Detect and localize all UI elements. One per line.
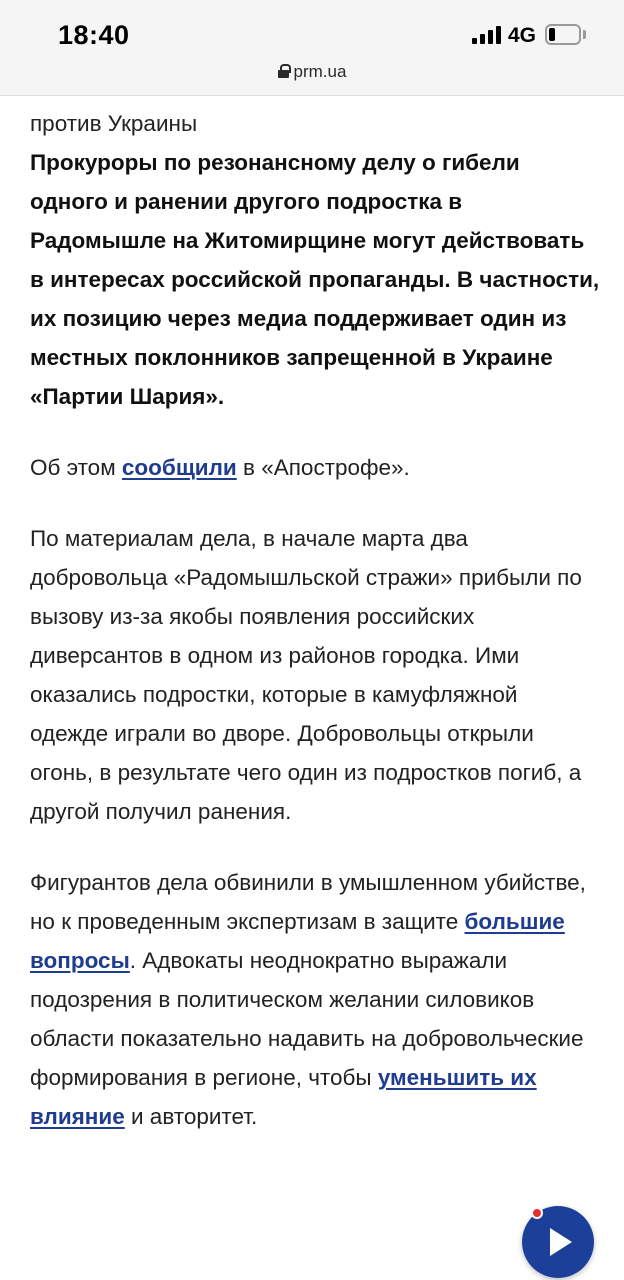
battery-cap bbox=[583, 30, 586, 39]
article-text-fragment: против Украины bbox=[30, 111, 198, 136]
influence-link[interactable]: уменьшить их влияние bbox=[30, 1065, 537, 1129]
paragraph-text: Фигурантов дела обвинили в умышленном убийстве, но к проведенным экспертизам в защите bbox=[30, 870, 586, 934]
questions-link[interactable]: большие вопросы bbox=[30, 909, 565, 973]
battery-level bbox=[549, 28, 555, 41]
article-paragraph: По материалам дела, в начале марта два добровольца «Радомышльской стражи» прибыли по вызову из-за якобы появления российских диверсантов в одном из районов городка. Ими оказались подростки, которые в камуфляжной одежде играли во дворе. Добровольцы открыли огонь, в результате чего один из подростков погиб, а другой получил ранения. bbox=[30, 526, 582, 824]
paragraph-text: и авторитет. bbox=[124, 1104, 258, 1129]
paragraph-text: Об этом bbox=[30, 455, 122, 480]
address-bar[interactable] bbox=[0, 62, 624, 82]
status-time: 18:40 bbox=[58, 20, 130, 50]
source-link[interactable]: сообщили bbox=[121, 455, 237, 480]
paragraph-text: в «Апострофе». bbox=[236, 455, 410, 480]
lock-icon bbox=[278, 64, 289, 78]
notification-dot bbox=[531, 1207, 543, 1219]
paragraph-text: . Адвокаты неоднократно выражали подозрения в политическом желании силовиков области показательно надавить на добровольческие формирования в регионе, чтобы bbox=[30, 948, 584, 1090]
url-text: prm.ua bbox=[293, 62, 347, 81]
network-type: 4G bbox=[508, 24, 537, 47]
article-body bbox=[30, 104, 600, 1168]
article-lead: Прокуроры по резонансному делу о гибели одного и ранении другого подростка в Радомышле на Житомирщине могут действовать в интересах российской пропаганды. В частности, их позицию через медиа поддерживает один из местных поклонников запрещенной в Украине «Партии Шария». bbox=[30, 150, 600, 409]
article-paragraph bbox=[30, 448, 600, 487]
article-paragraph bbox=[30, 863, 600, 1136]
play-icon bbox=[550, 1228, 572, 1256]
signal-icon bbox=[472, 26, 502, 44]
battery-icon bbox=[545, 24, 581, 45]
status-bar bbox=[0, 0, 624, 96]
